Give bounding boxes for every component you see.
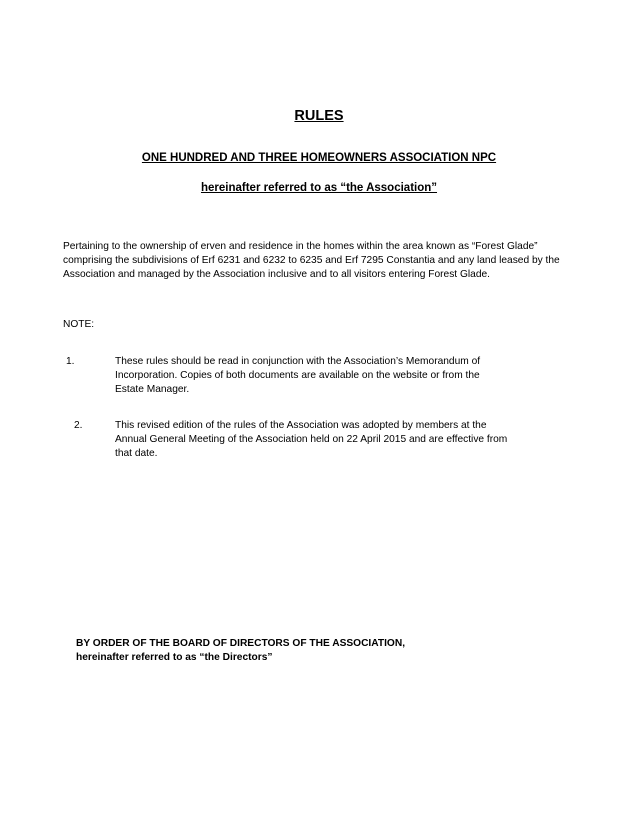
note-text	[115, 355, 480, 397]
note-line: Annual General Meeting of the Association held on 22 April 2015 and are effective from	[115, 434, 508, 445]
note-line: This revised edition of the rules of the Association was adopted by members at the	[115, 420, 487, 431]
board-line: BY ORDER OF THE BOARD OF DIRECTORS OF THE ASSOCIATION,	[76, 638, 406, 649]
board-line: hereinafter referred to as “the Directors”	[76, 652, 273, 663]
page-title: RULES	[294, 108, 344, 124]
intro-line: comprising the subdivisions of Erf 6231 and 6232 to 6235 and Erf 7295 Constantia and any land leased by the	[63, 255, 560, 266]
organization-name: ONE HUNDRED AND THREE HOMEOWNERS ASSOCIATION NPC	[141, 152, 497, 164]
board-order-statement	[76, 637, 405, 665]
note-line: Incorporation. Copies of both documents are available on the website or from the	[115, 370, 480, 381]
note-number: 1.	[66, 356, 75, 367]
note-line: These rules should be read in conjunction with the Association’s Memorandum of	[115, 356, 481, 367]
association-reference: hereinafter referred to as “the Association”	[200, 182, 438, 194]
intro-line: Association and managed by the Association inclusive and to all visitors entering Forest Glade.	[63, 269, 490, 280]
note-number: 2.	[74, 420, 83, 431]
intro-paragraph	[63, 240, 595, 282]
note-text	[115, 419, 507, 461]
note-line: that date.	[115, 448, 158, 459]
note-line: Estate Manager.	[115, 384, 190, 395]
intro-line: Pertaining to the ownership of erven and residence in the homes within the area known as “Forest Glade”	[63, 241, 538, 252]
note-heading: NOTE:	[63, 319, 95, 330]
